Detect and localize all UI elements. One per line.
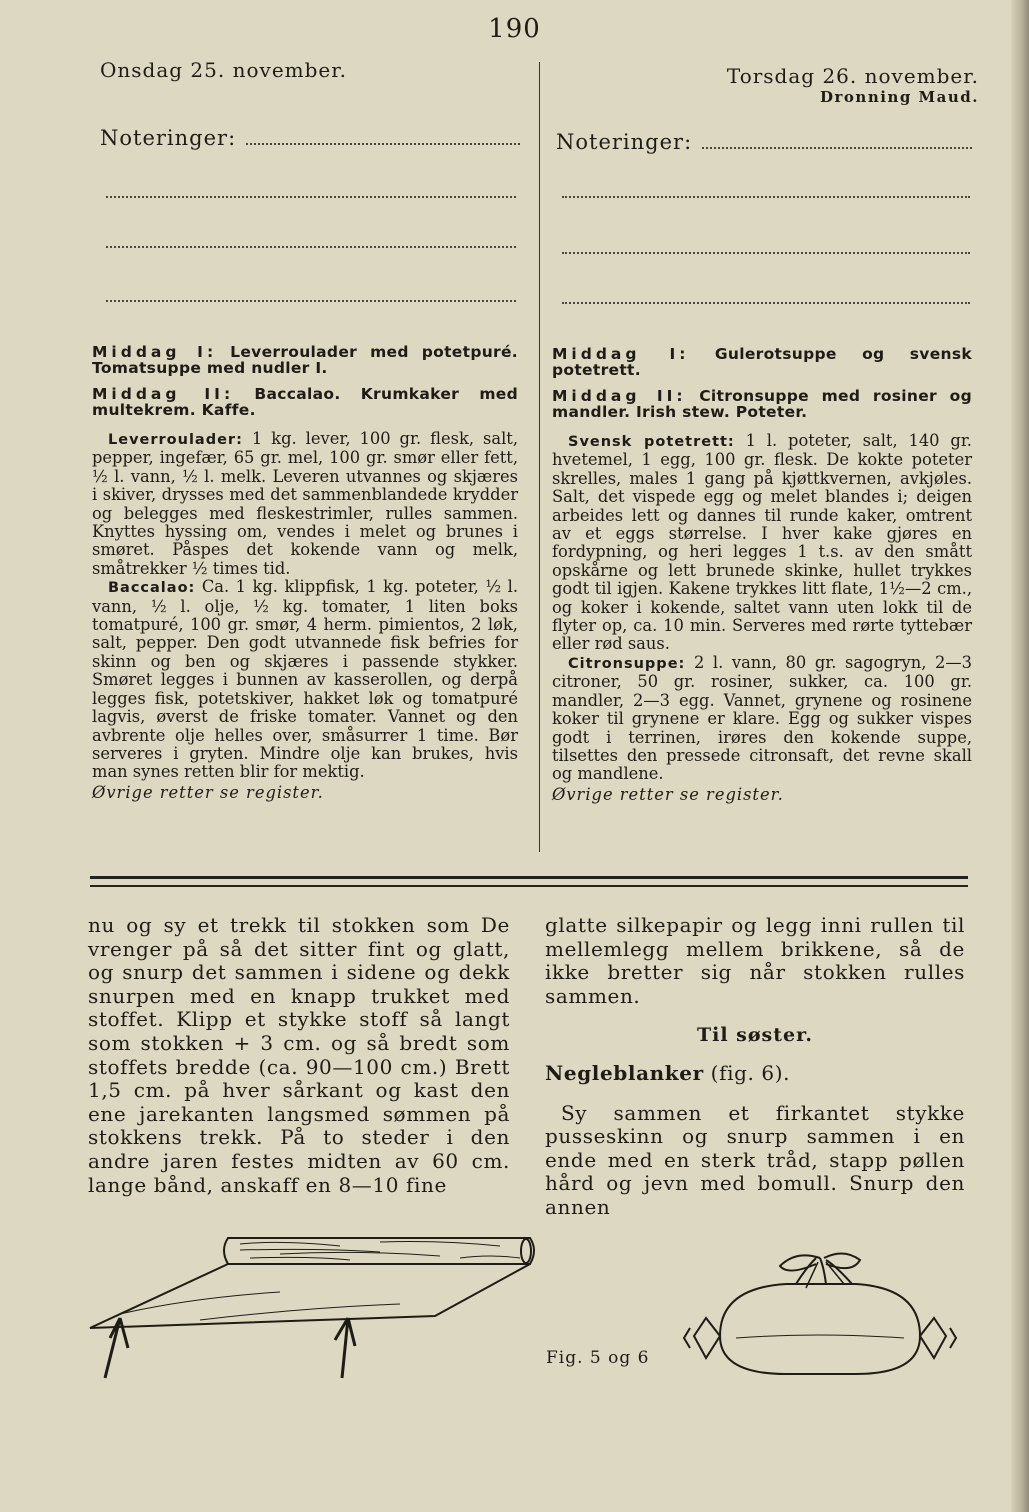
dinner-2-label: Middag II: [92, 385, 235, 403]
left-notes-row [100, 126, 520, 150]
left-footer: Øvrige retter se register. [92, 782, 324, 802]
lower-left-text [88, 914, 510, 1197]
right-day-title: Torsdag 26. november. [726, 64, 979, 88]
dinner-2-label: Middag II: [552, 387, 687, 405]
dinner-1 [92, 344, 518, 376]
right-notes-label: Noteringer: [556, 130, 693, 154]
right-footer: Øvrige retter se register. [552, 784, 784, 804]
lower-right-paragraph: Sy sammen et firkantet stykke pusseskinn og snurp sammen i en ende med en sterk tråd, stapp pøllen hård og jevn med bomull. Snurp den annen [545, 1100, 965, 1219]
recipe-svensk-potetrett [552, 432, 972, 654]
column-divider [539, 62, 540, 852]
recipe-name: Citronsuppe: [568, 655, 686, 672]
notes-line [106, 246, 516, 248]
subheading-bold: Negleblanker [545, 1060, 704, 1085]
left-column [92, 344, 518, 802]
dinner-1-label: Middag I: [92, 343, 218, 361]
dinner-2 [92, 386, 518, 418]
subheading-rest: (fig. 6). [703, 1060, 791, 1085]
lower-right-text [545, 914, 965, 1220]
lower-right-intro: glatte silkepapir og legg inni rullen til mellemlegg mellem brikkene, så de ikke bretter sig når stokken rulles sammen. [545, 913, 965, 1008]
recipe-leverroulader [92, 430, 518, 578]
dinner-2-text: Citronsuppe med rosiner og mandler. Irish stew. Poteter. [552, 387, 972, 421]
figure-caption: Fig. 5 og 6 [546, 1348, 650, 1368]
dinner-2 [552, 388, 972, 420]
left-notes-label: Noteringer: [100, 126, 237, 150]
section-rule [90, 876, 968, 887]
notes-line [106, 300, 516, 302]
figure-6-illustration [676, 1248, 970, 1388]
dinner-1-text: Leverroulader med potetpuré. Tomatsuppe med nudler I. [92, 343, 518, 377]
notes-line [562, 252, 970, 254]
notes-line [702, 147, 972, 149]
notes-line [562, 196, 970, 198]
dinner-1 [552, 346, 972, 378]
recipe-citronsuppe [552, 654, 972, 784]
figure-5-illustration [80, 1228, 550, 1388]
right-day-note: Dronning Maud. [820, 88, 979, 106]
dinner-1-label: Middag I: [552, 345, 690, 363]
recipe-text: 1 kg. lever, 100 gr. flesk, salt, pepper, ingefær, 65 gr. mel, 100 gr. smør eller fett, ½ l. vann, ½ l. melk. Leveren utvannes og skjæres i skiver, drysses med det sammenblandede krydder og belegges med fleskestrimler, rulles sammen. Knyttes hyssing om, vendes i melet og brunes i smøret. Påspes det kokende vann og melk, småtrekker ½ times tid. [92, 429, 518, 578]
dinner-2-text: Baccalao. Krumkaker med multekrem. Kaffe. [92, 385, 518, 419]
page-edge [1011, 0, 1029, 1512]
recipe-name: Baccalao: [108, 580, 196, 597]
lower-left-paragraph: nu og sy et trekk til stokken som De vrenger på så det sitter fint og glatt, og snurp det sammen i sidene og dekk snurpen med en knapp trukket med stoffet. Klipp et stykke stoff så langt som stokken + 3 cm. og så bredt som stoffets bredde (ca. 90—100 cm.) Brett 1,5 cm. på hver sårkant og kast den ene jarekanten langsmed sømmen på stokkens trekk. På to steder i den andre jaren festes midten av 60 cm. lange bånd, anskaff en 8—10 fine [88, 913, 510, 1197]
recipe-name: Leverroulader: [108, 432, 243, 448]
right-notes-row [556, 130, 972, 154]
recipe-text: 1 l. poteter, salt, 140 gr. hvetemel, 1 egg, 100 gr. flesk. De kokte poteter skrelles, males 1 gang på kjøttkvernen, avkjøles. Salt, det vispede egg og melet blandes i; deigen arbeides lett og dannes til runde kaker, omtrent av et eggs størrelse. I hver kake gjøres en fordypning, og heri legges 1 t.s. av den smått opskårne og lett brunede skinke, hullet trykkes godt til igjen. Kakene trykkes litt flate, 1½—2 cm., og koker i kokende, saltet vann uten lokk til de flyter op, ca. 10 min. Serveres med rørte tyttebær eller rød saus. [552, 431, 972, 654]
notes-line [246, 143, 520, 145]
dinner-1-text: Gulerotsuppe og svensk potetrett. [552, 345, 972, 379]
recipe-name: Svensk potetrett: [568, 434, 735, 450]
page-number: 190 [488, 14, 541, 44]
notes-line [562, 302, 970, 304]
recipe-baccalao [92, 578, 518, 781]
left-day-title: Onsdag 25. november. [100, 58, 347, 82]
recipe-text: 2 l. vann, 80 gr. sagogryn, 2—3 citroner, 50 gr. rosiner, sukker, ca. 100 gr. mandler, 2—3 egg. Vannet, grynene og rosinene koker til grynene er klare. Egg og sukker vispes godt i terrinen, irøres den kokende suppe, tilsettes den pressede citronsaft, det revne skall og mandlene. [552, 652, 972, 784]
section-heading: Til søster. [696, 1024, 813, 1047]
subheading [545, 1062, 965, 1086]
recipe-text: Ca. 1 kg. klippfisk, 1 kg. poteter, ½ l. vann, ½ l. olje, ½ kg. tomater, 1 liten boks tomatpuré, 100 gr. smør, 4 herm. pimientos, 2 løk, salt, pepper. Den godt utvannede fisk befries for skinn og ben og skjæres i passende stykker. Smøret legges i bunnen av kasserollen, og derpå legges fisk, potetskiver, hakket løk og tomatpuré lagvis, øverst de friske tomater. Vannet og den avbrente olje helles over, småsurrer 1 time. Bør serveres i gryten. Mindre olje kan brukes, hvis man synes retten blir for mektig. [92, 577, 518, 782]
notes-line [106, 196, 516, 198]
right-column [552, 346, 972, 804]
